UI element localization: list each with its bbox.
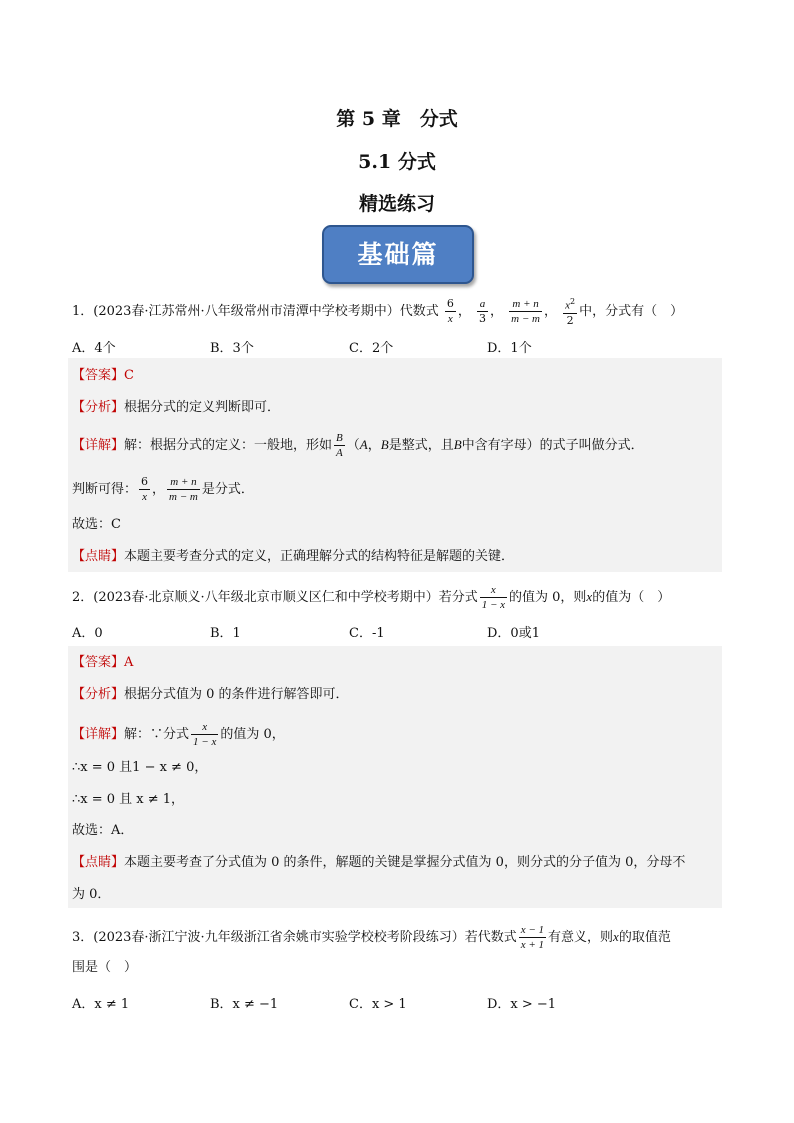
q2-point-cont: 为 0． [72,887,111,902]
section-title: 5.1 分式 [358,151,436,173]
q1-solution-band [68,358,722,572]
frac-xm1-xp1: $\frac{x - 1}{x + 1}$ [520,924,545,951]
q1-prefix: 1．(2023春·江苏常州·八年级常州市清潭中学校考期中）代数式 [72,303,439,319]
q3-option-a: A．x ≠ 1 [72,997,130,1012]
frac-a-3: $\frac{a}{3}$ [479,297,486,325]
q1-analysis: 【分析】根据分式的定义判断即可． [72,400,281,415]
chapter-title: 第 5 章 分式 [336,108,458,130]
q2-option-d: D．0或1 [487,626,540,641]
q2-analysis: 【分析】根据分式值为 0 的条件进行解答即可． [72,687,349,702]
q2-option-b: B．1 [210,626,241,641]
q1-judge: 判断可得： $\frac{6}{x}$ ， $\frac{m + n}{m - m}$ 是分式． [72,475,254,503]
q1-option-a: A．4个 [72,341,116,356]
frac-6-x: $\frac{6}{x}$ [446,296,454,325]
q2-detail: 【详解】解：∵分式 $\frac{x}{1 - x}$ 的值为 0， [72,721,285,748]
q2-option-a: A．0 [72,626,103,641]
frac-mn: $\frac{m + n}{m - m}$ [511,297,540,325]
q3-option-b: B．x ≠ −1 [210,997,279,1012]
q1-option-d: D．1个 [487,341,532,356]
q1-point: 【点睛】本题主要考查分式的定义，正确理解分式的结构特征是解题的关键． [72,549,515,564]
q1-suffix: 中，分式有（ ） [579,303,684,319]
q3-stem: 3．(2023春·浙江宁波·九年级浙江省余姚市实验学校校考阶段练习）若代数式 $\frac{x - 1}{x + 1}$ 有意义，则x的取值范 [72,924,671,951]
q1-option-c: C．2个 [349,341,394,356]
banner: 基础篇 [322,225,474,284]
q2-point: 【点睛】本题主要考查了分式值为 0 的条件，解题的关键是掌握分式值为 0，则分式的分子值为 0，分母不 [72,855,686,870]
q2-step2: ∴x = 0 且 x ≠ 1， [72,792,185,807]
q1-detail: 【详解】解：根据分式的定义：一般地，形如 $\frac{B}{A}$ （A，B是整式，且B中含有字母）的式子叫做分式． [72,432,644,459]
q2-option-c: C．-1 [349,626,385,641]
frac-x-1mx: $\frac{x}{1 - x}$ [481,584,506,611]
frac-x2-2: $\frac{x^2}{2}$ [565,297,576,327]
q3-option-d: D．x > −1 [487,997,557,1012]
q1-choose: 故选：C [72,517,121,532]
q2-stem: 2．(2023春·北京顺义·八年级北京市顺义区仁和中学校考期中）若分式 $\frac{x}{1 - x}$ 的值为 0，则x的值为（ ） [72,584,671,611]
q3-stem-cont: 围是（ ） [72,960,138,975]
q1-answer: 【答案】C [72,368,134,383]
q1-option-b: B．3个 [210,341,254,356]
q2-step1: ∴x = 0 且1 − x ≠ 0， [72,760,208,775]
q3-option-c: C．x > 1 [349,997,407,1012]
subtitle: 精选练习 [358,193,435,215]
q2-choose: 故选：A． [72,823,134,838]
q1-stem: 1．(2023春·江苏常州·八年级常州市清潭中学校考期中）代数式 $\frac{6}{x}$ ， $\frac{a}{3}$ ， $\frac{m + n}{m - m}$ ， $\frac{x^2}{2}$ 中，分式有（ ） [72,296,684,327]
q2-answer: 【答案】A [72,655,134,670]
